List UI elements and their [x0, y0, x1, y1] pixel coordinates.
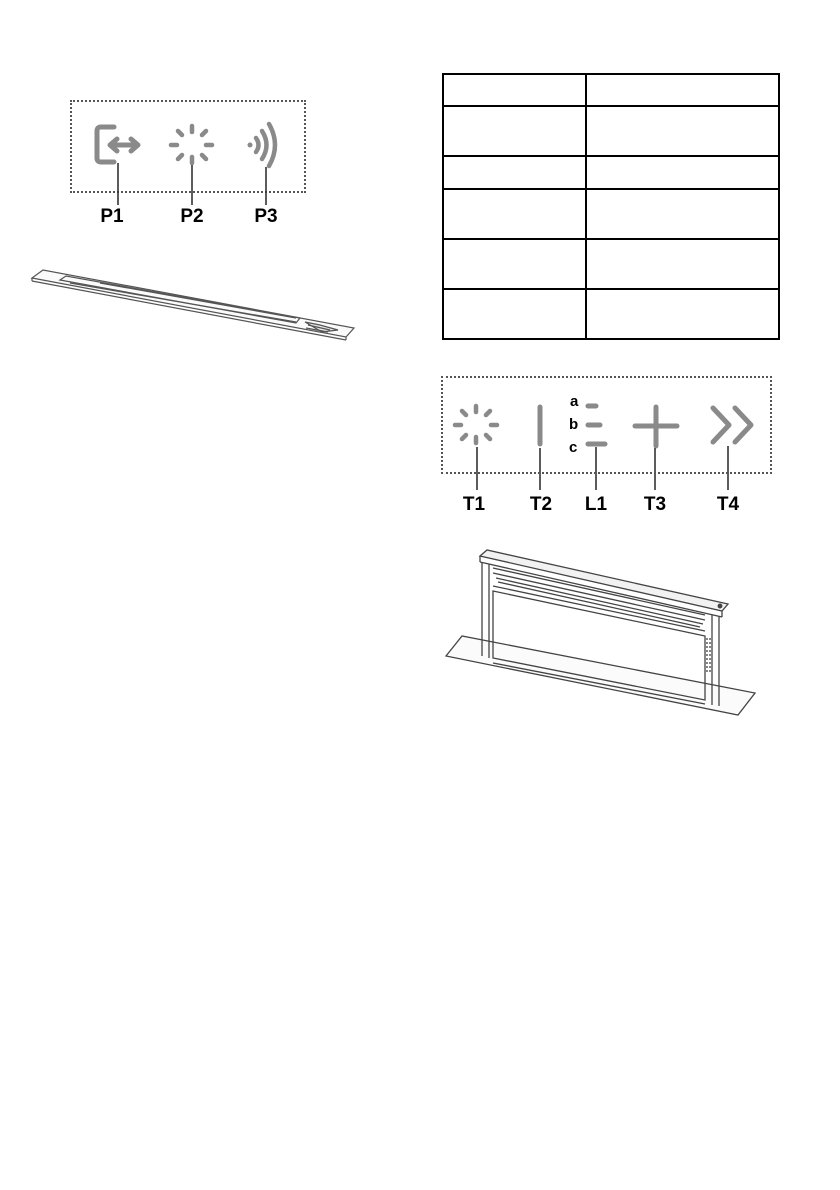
table-cell [443, 239, 586, 289]
blank-table [442, 73, 780, 340]
table-cell [443, 74, 586, 106]
label-t4: T4 [716, 494, 740, 515]
label-t1: T1 [462, 494, 486, 515]
dashed-sun-icon [171, 126, 212, 163]
exit-arrow-icon [97, 127, 138, 162]
label-t3: T3 [643, 494, 667, 515]
flush-hood-illustration [32, 270, 354, 340]
label-p1: P1 [100, 206, 124, 227]
table-row [443, 289, 779, 339]
downdraft-hood-illustration [446, 550, 755, 715]
table-cell [586, 74, 779, 106]
level-letter-c: c [569, 439, 578, 456]
level-letter-b: b [569, 416, 579, 433]
signal-waves-icon [248, 124, 276, 166]
table-cell [586, 289, 779, 339]
table-cell [586, 239, 779, 289]
table-cell [586, 156, 779, 189]
table-row [443, 189, 779, 239]
table-cell [586, 106, 779, 156]
label-p2: P2 [180, 206, 204, 227]
table-row [443, 106, 779, 156]
table-cell [443, 289, 586, 339]
label-l1: L1 [584, 494, 608, 515]
label-p3: P3 [254, 206, 278, 227]
table-row [443, 239, 779, 289]
table-row [443, 74, 779, 106]
table-cell [586, 189, 779, 239]
table-cell [443, 189, 586, 239]
table-cell [443, 106, 586, 156]
table-row [443, 156, 779, 189]
level-letter-a: a [570, 393, 579, 410]
table-cell [443, 156, 586, 189]
right-control-panel-frame [441, 376, 772, 474]
label-t2: T2 [529, 494, 553, 515]
